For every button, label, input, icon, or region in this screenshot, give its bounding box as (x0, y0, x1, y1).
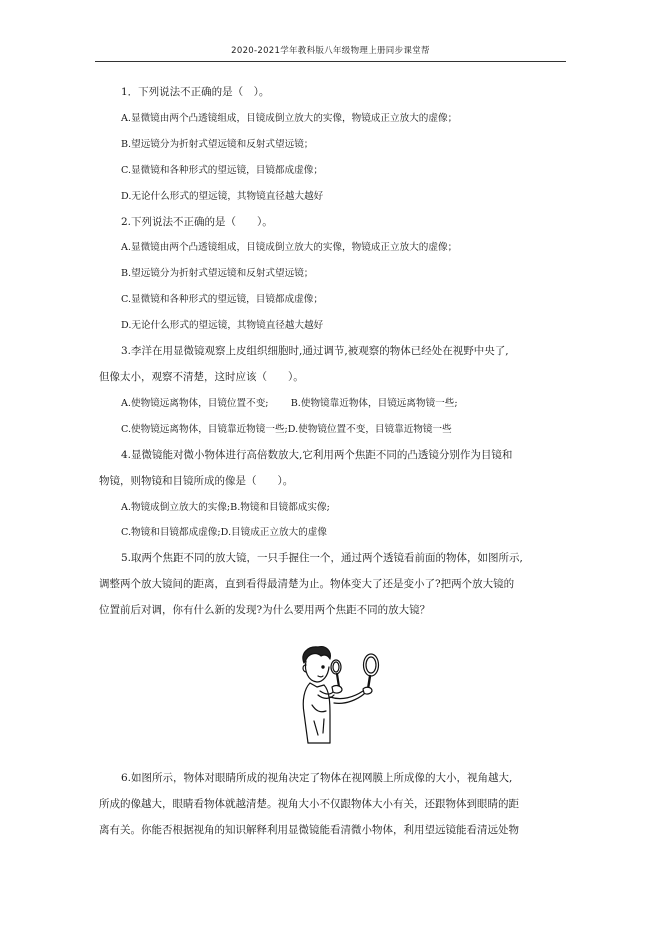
question-list (99, 80, 569, 624)
question-4-stem: 4.显微镜能对微小物体进行高倍数放大,它利用两个焦距不同的凸透镜分别作为目镜和 (121, 448, 513, 461)
question-4-options-cd: C.物镜和目镜都成虚像;D.目镜成正立放大的虚像 (121, 527, 327, 539)
question-5-stem: 5.取两个焦距不同的放大镜，一只手握住一个，通过两个透镜看前面的物体，如图所示, (121, 552, 523, 565)
question-6 (99, 766, 569, 844)
question-1-option-c: C.显微镜和各种形式的望远镜，目镜都成虚像； (121, 164, 323, 176)
question-4-stem-continued: 物镜，则物镜和目镜所成的像是（ ）。 (99, 474, 294, 487)
question-3-stem-continued: 但像太小，观察不清楚，这时应该（ ）。 (99, 370, 304, 383)
question-3-options-cd: C.使物镜远离物体，目镜靠近物镜一些;D.使物镜位置不变，目镜靠近物镜一些 (121, 423, 452, 435)
question-1-option-d: D.无论什么形式的望远镜，其物镜直径越大越好 (121, 190, 324, 202)
page-header: 2020-2021学年教科版八年级物理上册同步课堂帮 (231, 46, 430, 56)
question-5-stem-continued-1: 调整两个放大镜间的距离，直到看得最清楚为止。物体变大了还是变小了?把两个放大镜的 (99, 578, 515, 591)
question-1-option-a: A.显微镜由两个凸透镜组成，目镜成倒立放大的实像，物镜成正立放大的虚像； (121, 112, 458, 124)
question-2-option-d: D.无论什么形式的望远镜，其物镜直径越大越好 (121, 320, 324, 332)
question-3-options-ab: A.使物镜远离物体，目镜位置不变; B.使物镜靠近物体，目镜远离物镜一些; (121, 397, 458, 409)
boy-with-magnifiers-illustration (290, 643, 390, 748)
question-1-option-b: B.望远镜分为折射式望远镜和反射式望远镜； (121, 138, 314, 150)
question-2-option-c: C.显微镜和各种形式的望远镜，目镜都成虚像； (121, 294, 323, 306)
header-divider (95, 61, 566, 62)
question-5-stem-continued-2: 位置前后对调，你有什么新的发现?为什么要用两个焦距不同的放大镜？ (99, 604, 431, 617)
question-6-stem-continued-1: 所成的像越大，眼睛看物体就越清楚。视角大小不仅跟物体大小有关，还跟物体到眼睛的距 (99, 797, 519, 810)
question-1-stem: 1．下列说法不正确的是（ ）。 (121, 86, 270, 98)
question-3-stem: 3.李洋在用显微镜观察上皮组织细胞时,通过调节,被观察的物体已经处在视野中央了, (121, 345, 509, 358)
question-4-options-ab: A.物镜成倒立放大的实像;B.物镜和目镜都成实像; (121, 501, 330, 513)
question-2-option-a: A.显微镜由两个凸透镜组成，目镜成倒立放大的实像，物镜成正立放大的虚像； (121, 242, 458, 254)
question-6-stem: 6.如图所示，物体对眼睛所成的视角决定了物体在视网膜上所成像的大小，视角越大, (121, 772, 513, 784)
question-2-stem: 2.下列说法不正确的是（ ）。 (121, 215, 273, 228)
question-2-option-b: B.望远镜分为折射式望远镜和反射式望远镜； (121, 268, 314, 280)
question-6-stem-continued-2: 离有关。你能否根据视角的知识解释利用显微镜能看清微小物体，利用望远镜能看清远处物 (99, 823, 519, 836)
